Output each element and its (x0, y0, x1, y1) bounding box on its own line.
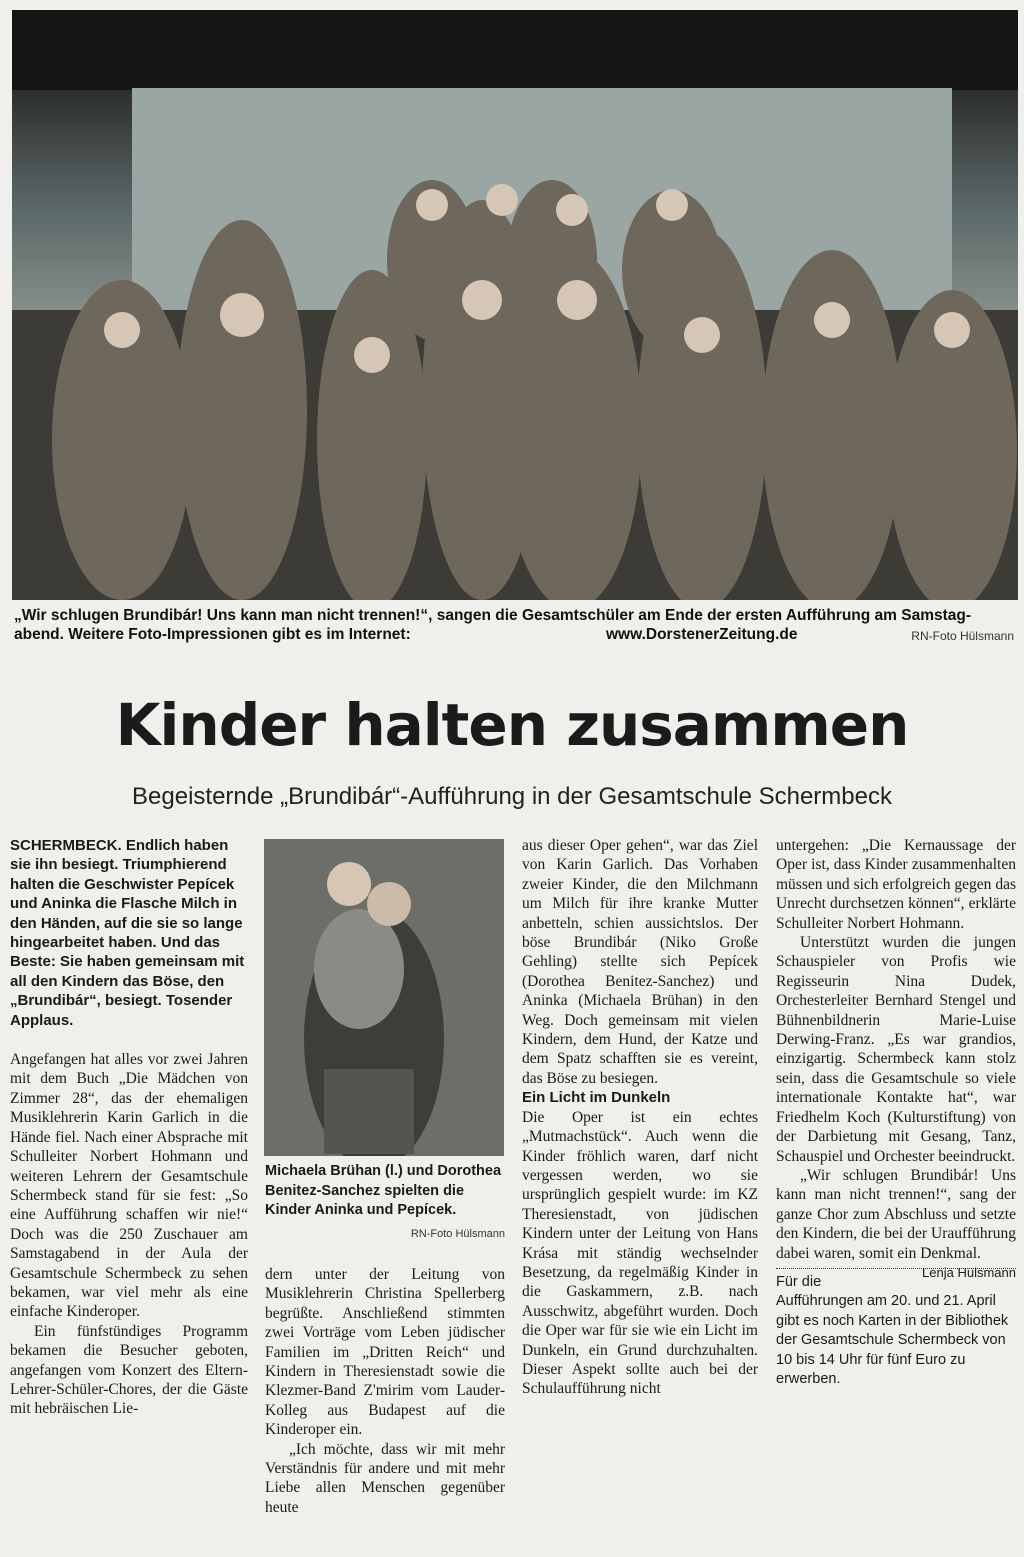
section-heading: Ein Licht im Dunkeln (522, 1089, 671, 1107)
article-column-2 (265, 1265, 505, 1517)
article-paragraph: Unterstützt wurden die jungen Schauspieler von Profis wie Regisseurin Nina Dudek, Orchesterleiter Bernhard Stengel und Bühnenbildnerin Marie-Luise Derwing-Franz. „Es war grandios, einzigartig. Schermbeck kann stolz sein, dass die Gesamtschule so viele internationale Kontakte hat“, war Friedhelm Koch (Kulturstiftung) von der Darbietung mit Gesang, Tanz, Schauspiel und Orchester beeindruckt. (776, 934, 1016, 1165)
author-name: Lenja Hülsmann (922, 1264, 1016, 1280)
subheadline: Begeisternde „Brundibár“-Aufführung in der Gesamtschule Schermbeck (132, 783, 892, 810)
stage-photo (12, 10, 1018, 600)
photo-credit: RN-Foto Hülsmann (911, 629, 1014, 643)
photo-caption-text: „Wir schlugen Brundibár! Uns kann man nicht trennen!“, sangen die Gesamtschüler am Ende der ersten Aufführung am Samstag-abend. Weitere Foto-Impressionen gibt es im Internet: (14, 607, 972, 643)
article-paragraph: Die Oper ist ein echtes „Mutmachstück“. Auch wenn die Kinder fröhlich waren, darf nicht vergessen werden, wo sie ursprünglich gespielt wurde: im KZ Theresienstadt, von jüdischen Kindern unter der Leitung von Hans Krása mit ständig wechselnder Besetzung, da regelmäßig Kinder in die Gaskammern, z.B. nach Ausschwitz, abgeführt wurden. Doch die Oper war für sie wie ein Licht im Dunkeln, ein Grund durchzuhalten. Dieser Aspekt sollte auch bei der Schulaufführung nicht (522, 1108, 758, 1398)
article-column-4 (776, 836, 1016, 1389)
inset-photo (264, 839, 504, 1156)
article-paragraph: dern unter der Leitung von Musiklehrerin Christina Spellerberg begrüßte. Anschließend stimmten zwei Vorträge vom Leben jüdischer Familien im „Dritten Reich“ und Kindern in Theresienstadt sowie die Klezmer-Band Z'mirim vom Lauder-Kolleg aus Budapest auf die Kinderoper ein. (265, 1266, 505, 1439)
article-paragraph: „Ich möchte, dass wir mit mehr Verständnis für andere und mit mehr Liebe allen Menschen gegenüber heute (265, 1440, 505, 1516)
article-paragraph: untergehen: „Die Kernaussage der Oper ist, dass Kinder zusammenhalten müssen und sich erfolgreich gegen das Unrecht durchsetzen können“, erklärte Schulleiter Norbert Hohmann. (776, 837, 1016, 932)
article-lead: SCHERMBECK. Endlich haben sie ihn besiegt. Triumphierend halten die Geschwister Pepícek und Aninka die Flasche Milch in den Händen, auf die sie so lange hingearbeitet haben. Und das Beste: Sie haben gemeinsam mit all den Kindern das Böse, den „Brundibár“, besiegt. Tosender Applaus. (10, 837, 245, 1029)
article-column-3 (522, 836, 758, 1399)
inset-caption-text: Michaela Brühan (l.) und Dorothea Benitez-Sanchez spielten die Kinder Aninka und Pepícek. (265, 1163, 502, 1218)
article-paragraph (776, 1166, 1016, 1280)
article-paragraph-text: „Wir schlugen Brundibár! Uns kann man nicht trennen!“, sang der ganze Chor zum Abschluss und setzte den Kindern, die bei der Uraufführung dabei waren, somit ein Denkmal. (776, 1166, 1016, 1262)
photo-caption-url[interactable]: www.DorstenerZeitung.de (606, 626, 798, 643)
ticket-info: Für die Aufführungen am 20. und 21. April gibt es noch Karten in der Bibliothek der Gesamtschule Schermbeck von 10 bis 14 Uhr für fünf Euro zu erwerben. (776, 1273, 1009, 1387)
article-paragraph: aus dieser Oper gehen“, war das Ziel von Karin Garlich. Das Vorhaben zweier Kinder, die den Milchmann um Milch für ihre kranke Mutter anbetteln, schien aussichtslos. Der böse Brundibár (Niko Große Gehling) stellte sich Pepícek (Dorothea Benitez-Sanchez) und Aninka (Michaela Brühan) in den Weg. Doch gemeinsam mit vielen Kindern, dem Hund, der Katze und dem Spatz schafften sie es vereint, das Böse zu besiegen. (522, 837, 758, 1087)
inset-credit: RN-Foto Hülsmann (410, 1227, 505, 1240)
article-column-1 (10, 836, 248, 1419)
inset-caption (265, 1162, 505, 1244)
article-paragraph: Ein fünfstündiges Programm bekamen die Besucher geboten, angefangen vom Konzert des Eltern-Lehrer-Schüler-Chores, der die Gäste mit hebräischen Lie- (10, 1322, 248, 1418)
article-paragraph: Angefangen hat alles vor zwei Jahren mit dem Buch „Die Mädchen von Zimmer 28“, das der ehemaligen Musiklehrerin Karin Garlich in die Hände fiel. Nach einer Absprache mit Schulleiter Norbert Hohmann und weiteren Lehrern der Gesamtschule Schermbeck stand für sie fest: „So eine Aufführung schaffen wir nie!“ Doch was die 250 Zuschauer am Samstagabend in der Aula der Gesamtschule Schermbeck zu sehen bekamen, war viel mehr als eine einfache Kinderoper. (10, 1051, 248, 1321)
photo-caption (14, 606, 1014, 644)
headline: Kinder halten zusammen (115, 691, 909, 759)
